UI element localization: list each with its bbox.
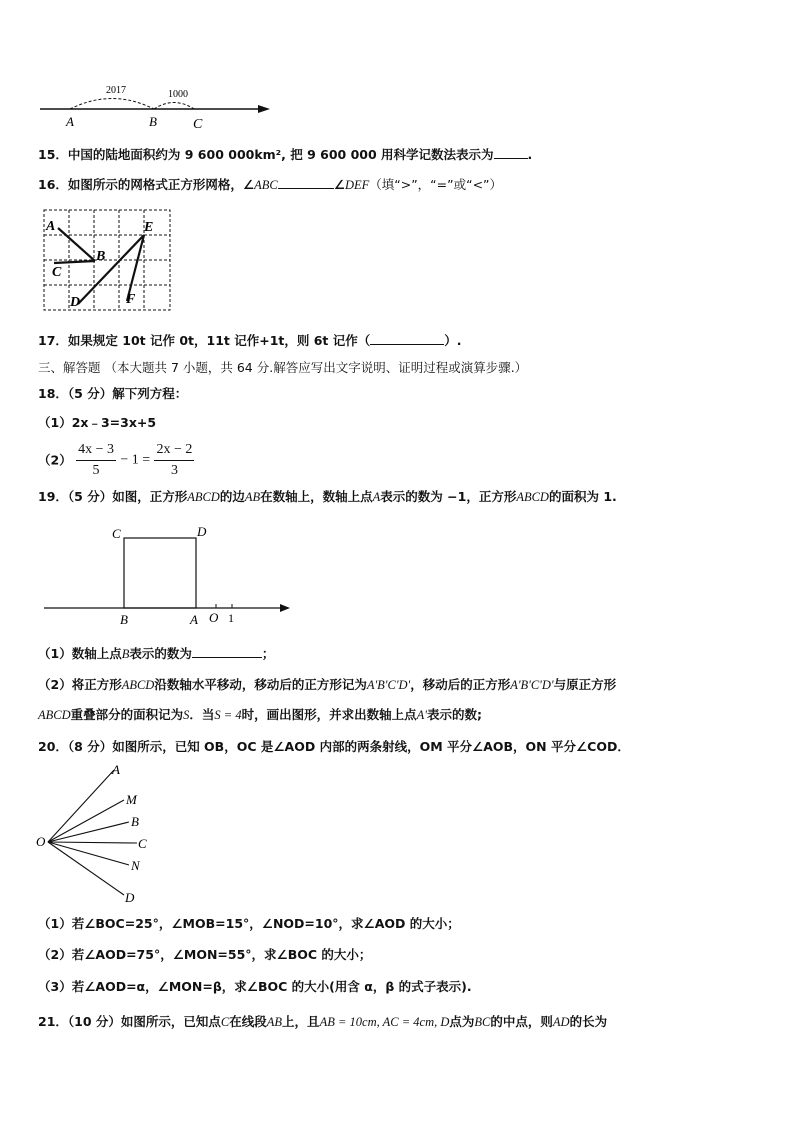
question-16: 16．如图所示的网格式正方形网格，∠ABC ∠DEF（填“>”，“=”或“<”） — [38, 177, 503, 192]
point-C-label: C — [193, 117, 203, 132]
question-19: 19．（5 分）如图，正方形ABCD的边AB在数轴上，数轴上点A表示的数为 −1，正方形ABCD的面积为 1. — [38, 489, 617, 504]
square-label-A: A — [190, 612, 198, 627]
square-label-B: B — [120, 612, 128, 627]
ray-label-O: O — [36, 834, 46, 849]
numberline-label-1: 1 — [228, 611, 234, 625]
question-18: 18．（5 分）解下列方程： — [38, 386, 188, 401]
point-A-label: A — [66, 114, 74, 129]
ray-label-B: B — [131, 814, 139, 829]
question-20-part-2: （2）若∠AOD=75°，∠MON=55°，求∠BOC 的大小； — [38, 947, 372, 962]
ray-label-N: N — [131, 858, 140, 873]
numberline-origin-O: O — [209, 610, 219, 625]
fraction-right: $\frac{2x - 2}{3}$ — [156, 442, 193, 478]
answer-blank-15[interactable] — [494, 146, 528, 159]
ray-label-C: C — [138, 836, 147, 851]
square-label-C: C — [112, 526, 121, 541]
point-B-label: B — [149, 114, 157, 129]
question-20-part-3: （3）若∠AOD=α，∠MON=β，求∠BOC 的大小(用含 α，β 的式子表示). — [38, 979, 472, 994]
section-3-heading: 三、解答题 （本大题共 7 小题，共 64 分.解答应写出文字说明、证明过程或演算步骤.） — [38, 360, 528, 375]
square-label-D: D — [197, 524, 207, 539]
numberline-figure-top — [36, 78, 276, 133]
grid-label-E: E — [144, 220, 154, 235]
question-21: 21．（10 分）如图所示，已知点C在线段AB上，且AB = 10cm, AC = 4cm, D点为BC的中点，则AD的长为 — [38, 1014, 608, 1029]
answer-blank-19-1[interactable] — [192, 645, 262, 658]
label-2017: 2017 — [106, 85, 126, 96]
question-18-part-1: （1）2x﹣3=3x+5 — [38, 415, 157, 430]
grid-figure — [40, 206, 174, 316]
answer-blank-17[interactable] — [370, 332, 444, 345]
answer-blank-16[interactable] — [278, 176, 334, 189]
label-1000: 1000 — [168, 89, 188, 100]
question-19-part-2-cont: ABCD重叠部分的面积记为S．当S = 4时，画出图形，并求出数轴上点A'表示的数; — [38, 707, 482, 722]
question-15: 15．中国的陆地面积约为 9 600 000km², 把 9 600 000 用科学记数法表示为 . — [38, 147, 533, 162]
fraction-left: $\frac{4x - 3}{5}$ — [78, 442, 114, 478]
question-17: 17．如果规定 10t 记作 0t，11t 记作+1t，则 6t 记作（ ）. — [38, 333, 462, 348]
square-numberline-figure — [40, 520, 294, 630]
grid-label-C: C — [52, 265, 62, 280]
question-19-part-1: （1）数轴上点B表示的数为 ； — [38, 646, 275, 661]
grid-label-F: F — [126, 292, 136, 307]
grid-label-B: B — [96, 249, 106, 264]
question-19-part-2: （2）将正方形ABCD沿数轴水平移动，移动后的正方形记为A'B'C'D'，移动后的正方形A'B'C'D'与原正方形 — [38, 677, 617, 692]
rays-figure — [34, 760, 164, 910]
ray-label-D: D — [125, 890, 135, 905]
grid-label-A: A — [46, 219, 56, 234]
grid-label-D: D — [70, 295, 81, 310]
ray-label-M: M — [126, 792, 137, 807]
question-18-part-2: （2） $\frac{4x - 3}{5}$ − 1 = $\frac{2x - 2}{3}$ — [38, 440, 194, 481]
question-20-part-1: （1）若∠BOC=25°，∠MOB=15°，∠NOD=10°，求∠AOD 的大小； — [38, 916, 460, 931]
question-20: 20．（8 分）如图所示，已知 OB，OC 是∠AOD 内部的两条射线，OM 平分∠AOB，ON 平分∠COD． — [38, 739, 630, 754]
ray-label-A: A — [112, 762, 120, 777]
